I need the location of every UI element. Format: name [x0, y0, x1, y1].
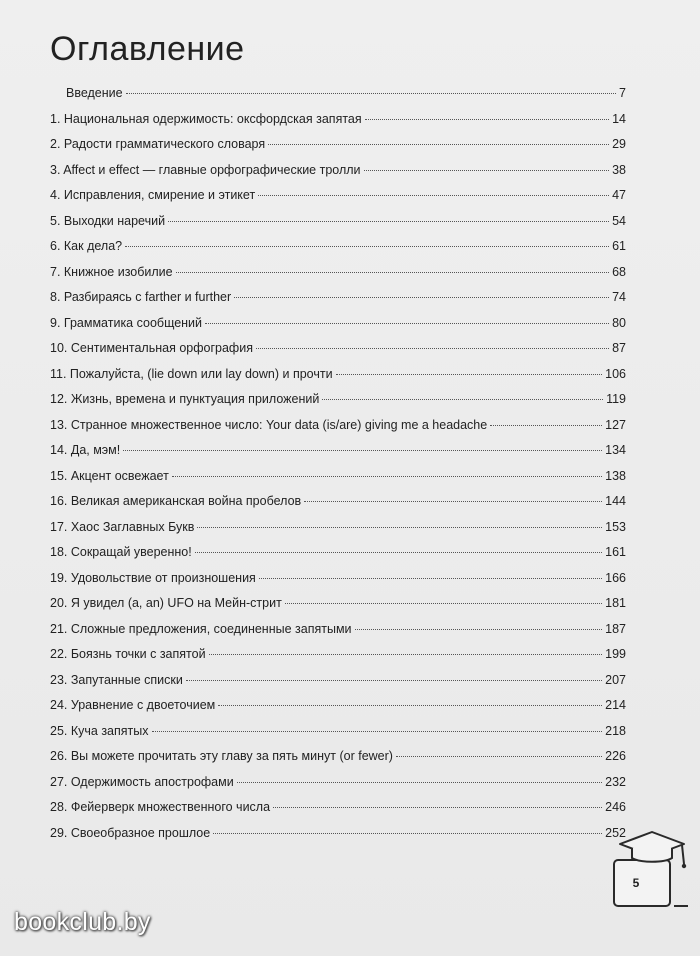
toc-entry [50, 698, 626, 724]
toc-entry-page: 232 [605, 774, 626, 789]
dot-leader [490, 425, 602, 426]
toc-entry [50, 443, 626, 469]
toc-entry-page: 187 [605, 621, 626, 636]
toc-entry [50, 749, 626, 775]
toc-entry-label: 16. Великая американская война пробелов [50, 494, 302, 508]
toc-entry-label: 14. Да, мэм! [50, 443, 121, 457]
dot-leader [364, 170, 610, 171]
toc-entry-page: 218 [605, 723, 626, 738]
dot-leader [152, 731, 603, 732]
toc-entry-label: 7. Книжное изобилие [50, 264, 173, 279]
toc-entry [50, 112, 626, 138]
toc-entry-page: 29 [612, 137, 626, 151]
toc-entry-label: 10. Сентиментальная орфография [50, 341, 253, 355]
toc-entry-label: 25. Куча запятых [50, 723, 149, 738]
toc-entry [50, 724, 626, 750]
toc-entry-label: 9. Грамматика сообщений [50, 315, 203, 330]
toc-entry-page: 7 [619, 86, 626, 100]
toc-entry-label: 22. Боязнь точки с запятой [50, 647, 206, 661]
toc-entry-label: 27. Одержимость апострофами [50, 774, 234, 789]
toc-entry-page: 87 [612, 341, 626, 355]
toc-entry [50, 800, 626, 826]
dot-leader [285, 603, 602, 604]
dot-leader [396, 756, 602, 757]
toc-entry [50, 418, 626, 444]
toc-entry-label: 17. Хаос Заглавных Букв [50, 519, 195, 534]
toc-entry [50, 367, 626, 393]
toc-entry-page: 199 [605, 647, 626, 661]
toc-entry-page: 181 [605, 596, 626, 610]
toc-entry-label: 5. Выходки наречий [50, 213, 166, 228]
table-of-contents [50, 86, 626, 851]
toc-entry-page: 134 [605, 443, 626, 457]
dot-leader [168, 221, 609, 222]
toc-entry [50, 188, 626, 214]
dot-leader [218, 705, 602, 706]
toc-entry-label: 19. Удовольствие от произношения [50, 570, 256, 585]
page-title: Оглавление [50, 30, 245, 68]
toc-entry-label: 13. Странное множественное число: Your data (is/are) giving me a headache [50, 417, 488, 432]
toc-entry-page: 246 [605, 800, 626, 814]
toc-entry-label: 26. Вы можете прочитать эту главу за пять минут (or fewer) [50, 749, 393, 763]
toc-entry-label: 20. Я увидел (a, an) UFO на Мейн-стрит [50, 596, 282, 610]
toc-entry [50, 673, 626, 699]
toc-entry-page: 144 [605, 494, 626, 508]
toc-entry-label: 3. Affect и effect — главные орфографические тролли [50, 162, 361, 177]
toc-entry [50, 596, 626, 622]
toc-entry-page: 68 [612, 264, 626, 279]
dot-leader [273, 807, 602, 808]
dot-leader [256, 348, 609, 349]
dot-leader [195, 552, 602, 553]
toc-entry [50, 647, 626, 673]
toc-entry [50, 392, 626, 418]
dot-leader [355, 629, 603, 630]
dot-leader [304, 501, 602, 502]
dot-leader [322, 399, 603, 400]
toc-entry-label: 24. Уравнение с двоеточием [50, 698, 216, 712]
toc-entry-label: 11. Пожалуйста, (lie down или lay down) и прочти [50, 366, 333, 381]
dot-leader [213, 833, 602, 834]
toc-entry-page: 214 [605, 698, 626, 712]
dot-leader [205, 323, 609, 324]
dot-leader [209, 654, 603, 655]
toc-entry-page: 153 [605, 519, 626, 534]
toc-entry [50, 214, 626, 240]
toc-entry [50, 622, 626, 648]
dot-leader [176, 272, 609, 273]
toc-entry [50, 163, 626, 189]
toc-entry-label: 29. Своеобразное прошлое [50, 825, 211, 840]
toc-entry [50, 826, 626, 852]
toc-entry-page: 74 [612, 290, 626, 304]
toc-entry-label: 2. Радости грамматического словаря [50, 137, 266, 151]
toc-entry [50, 137, 626, 163]
toc-entry [50, 520, 626, 546]
toc-entry-page: 54 [612, 213, 626, 228]
toc-entry-page: 38 [612, 162, 626, 177]
dot-leader [259, 578, 602, 579]
toc-entry-page: 166 [605, 570, 626, 585]
toc-entry [50, 775, 626, 801]
toc-entry-page: 61 [612, 239, 626, 253]
toc-entry-label: Введение [66, 86, 123, 100]
toc-entry [50, 545, 626, 571]
dot-leader [126, 93, 616, 94]
toc-entry-page: 47 [612, 188, 626, 202]
toc-entry [50, 265, 626, 291]
dot-leader [258, 195, 609, 196]
toc-entry [50, 239, 626, 265]
dot-leader [234, 297, 609, 298]
toc-entry-page: 80 [612, 315, 626, 330]
toc-entry-page: 127 [605, 417, 626, 432]
toc-entry-label: 18. Сокращай уверенно! [50, 545, 192, 559]
toc-entry-label: 1. Национальная одержимость: оксфордская запятая [50, 111, 362, 126]
toc-entry [50, 290, 626, 316]
toc-entry [50, 316, 626, 342]
dot-leader [123, 450, 602, 451]
toc-entry [50, 571, 626, 597]
toc-entry [50, 494, 626, 520]
toc-entry-page: 119 [606, 392, 626, 406]
toc-entry-label: 8. Разбираясь с farther и further [50, 290, 232, 304]
watermark-text: bookclub.by [14, 908, 151, 936]
toc-entry-page: 106 [605, 366, 626, 381]
dot-leader [186, 680, 602, 681]
toc-entry-page: 207 [605, 672, 626, 687]
toc-entry-label: 6. Как дела? [50, 239, 123, 253]
dot-leader [237, 782, 602, 783]
toc-entry-page: 138 [605, 468, 626, 483]
toc-entry-label: 21. Сложные предложения, соединенные запятыми [50, 621, 352, 636]
toc-entry-label: 23. Запутанные списки [50, 672, 183, 687]
dot-leader [336, 374, 603, 375]
toc-entry-page: 226 [605, 749, 626, 763]
toc-entry-label: 4. Исправления, смирение и этикет [50, 188, 256, 202]
dot-leader [172, 476, 602, 477]
toc-entry [50, 341, 626, 367]
page-number: 5 [632, 876, 640, 890]
toc-entry-label: 15. Акцент освежает [50, 468, 169, 483]
dot-leader [125, 246, 609, 247]
dot-leader [365, 119, 609, 120]
toc-entry-label: 28. Фейерверк множественного числа [50, 800, 271, 814]
toc-entry-page: 252 [605, 825, 626, 840]
toc-entry-page: 161 [605, 545, 626, 559]
toc-entry-page: 14 [612, 111, 626, 126]
toc-entry [50, 469, 626, 495]
toc-entry-intro [50, 86, 626, 112]
dot-leader [197, 527, 602, 528]
dot-leader [268, 144, 609, 145]
toc-entry-label: 12. Жизнь, времена и пунктуация приложений [50, 392, 320, 406]
